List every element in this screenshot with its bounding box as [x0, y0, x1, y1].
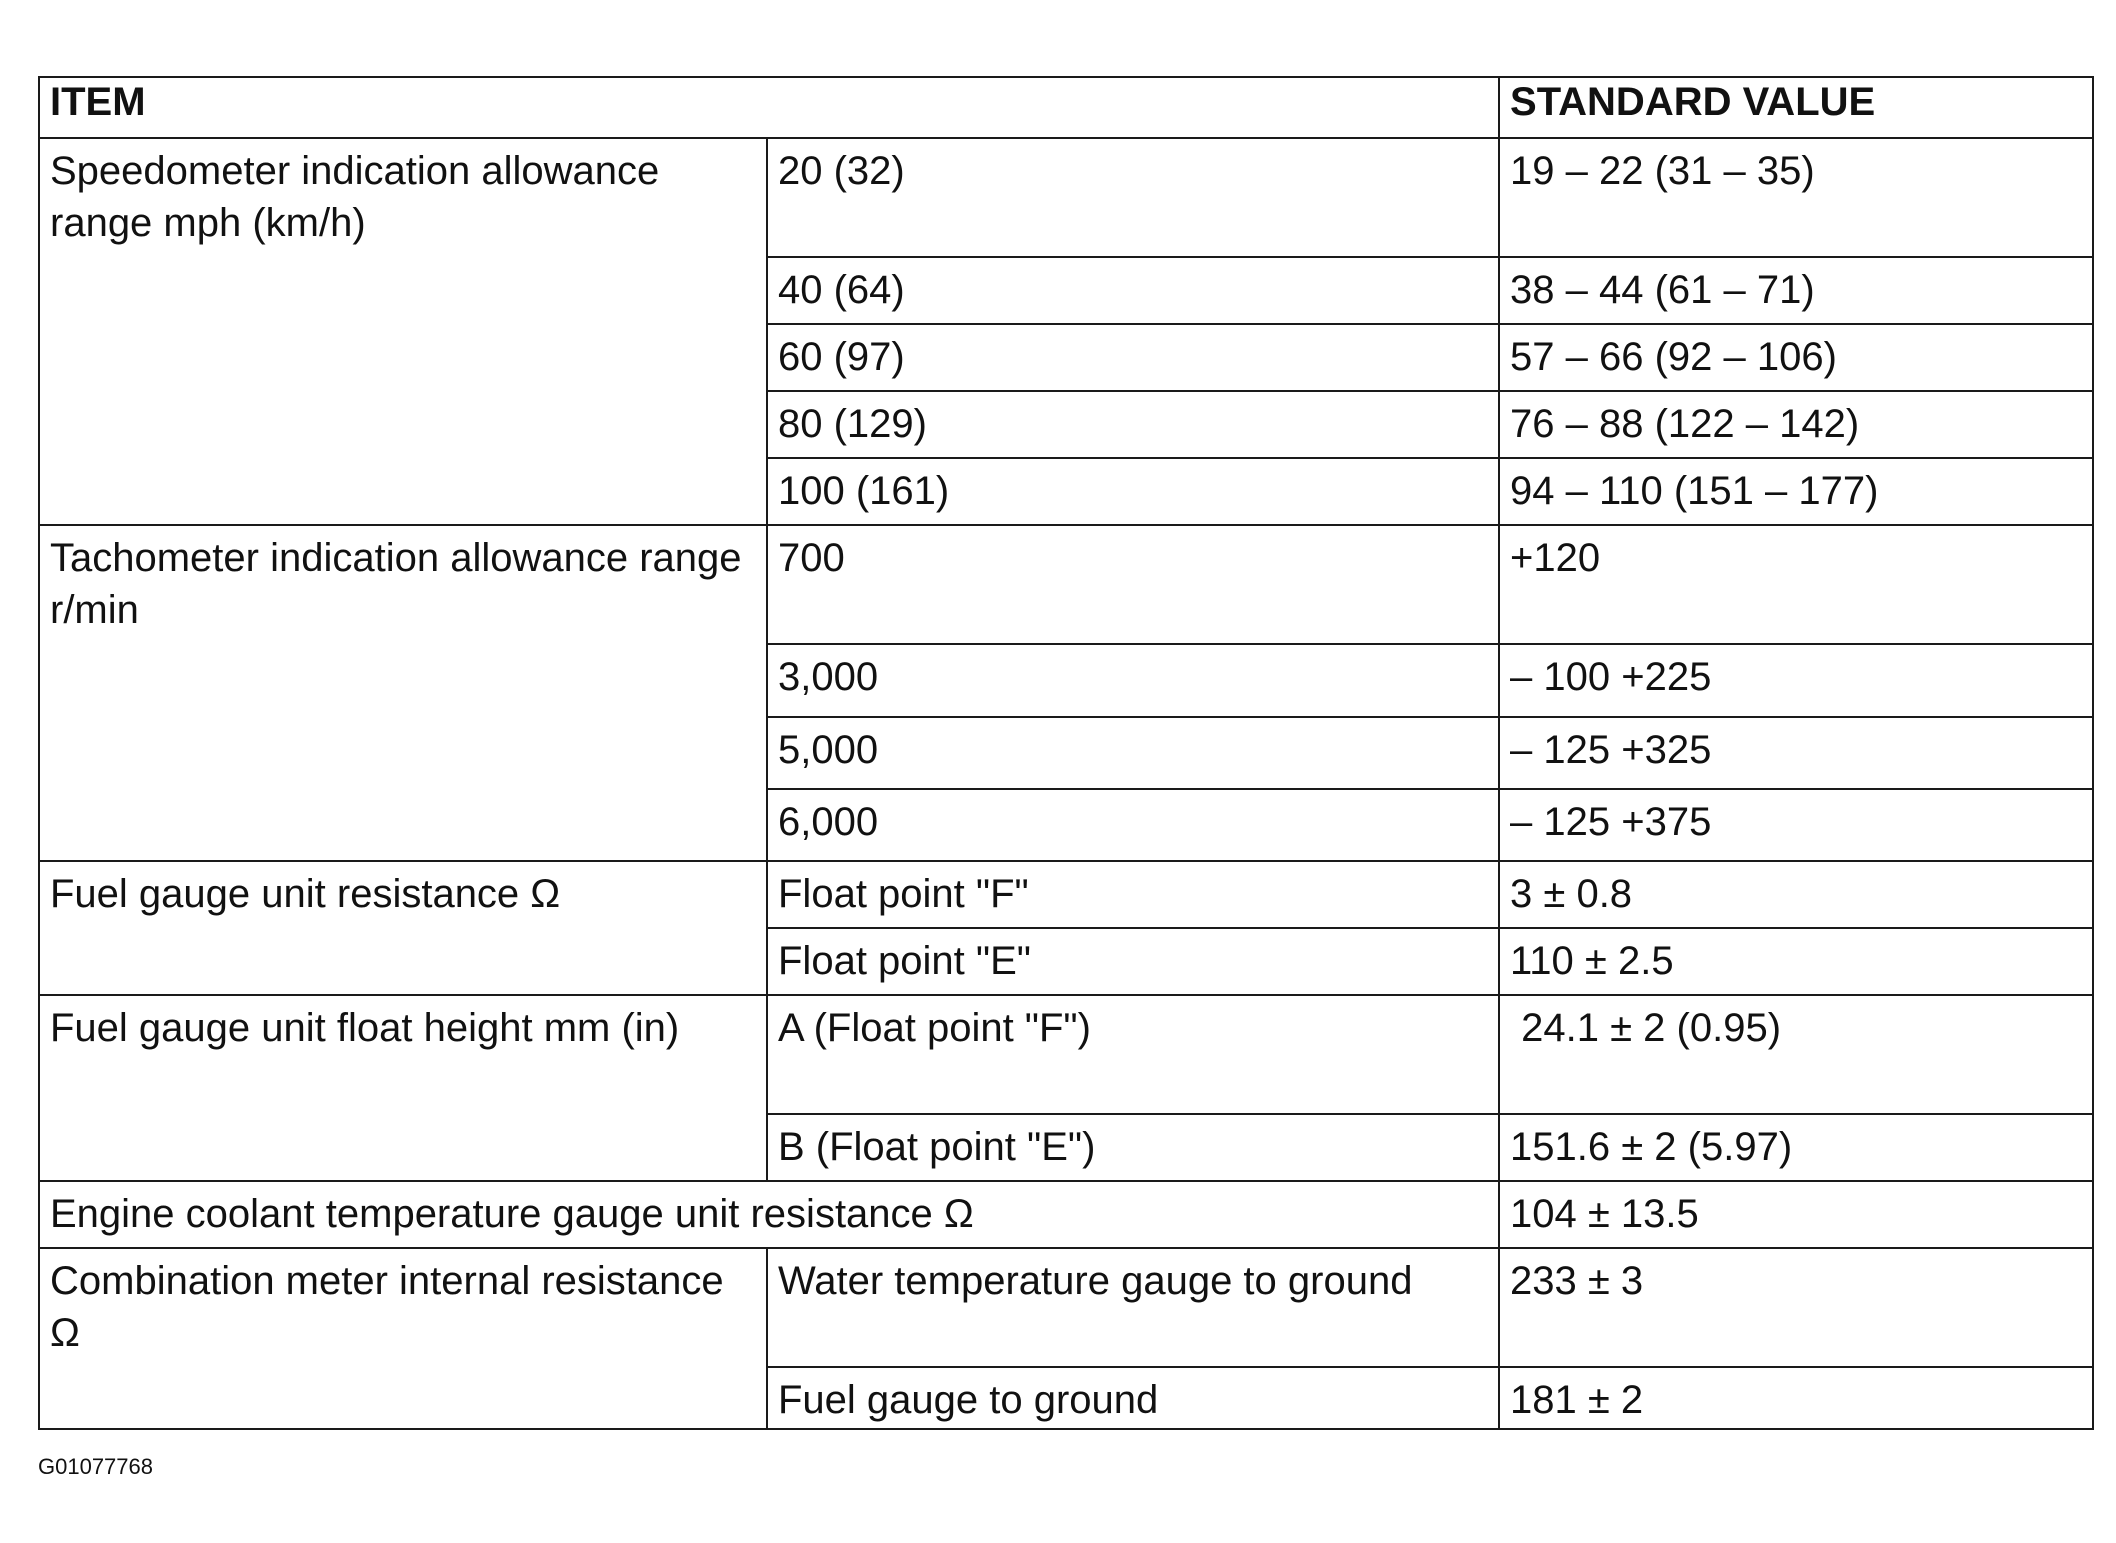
float-height-condition: A (Float point "F")	[767, 995, 1499, 1114]
speedometer-condition: 100 (161)	[767, 458, 1499, 525]
speedometer-value: 94 – 110 (151 – 177)	[1499, 458, 2093, 525]
tachometer-value: – 125 +325	[1499, 717, 2093, 789]
combination-meter-value: 181 ± 2	[1499, 1367, 2093, 1429]
combination-meter-value: 233 ± 3	[1499, 1248, 2093, 1367]
coolant-label: Engine coolant temperature gauge unit resistance Ω	[39, 1181, 1499, 1248]
speedometer-condition: 60 (97)	[767, 324, 1499, 391]
tachometer-condition: 3,000	[767, 644, 1499, 717]
speedometer-condition: 20 (32)	[767, 138, 1499, 257]
float-height-label: Fuel gauge unit float height mm (in)	[39, 995, 767, 1181]
float-height-value: 24.1 ± 2 (0.95)	[1499, 995, 2093, 1114]
figure-id: G01077768	[38, 1454, 153, 1479]
header-standard-value: STANDARD VALUE	[1499, 77, 2093, 138]
speedometer-condition: 40 (64)	[767, 257, 1499, 324]
speedometer-condition: 80 (129)	[767, 391, 1499, 458]
combination-meter-condition: Water temperature gauge to ground	[767, 1248, 1499, 1367]
table-row	[39, 1181, 2093, 1248]
float-height-value: 151.6 ± 2 (5.97)	[1499, 1114, 2093, 1181]
speedometer-label: Speedometer indication allowance range mph (km/h)	[39, 138, 767, 525]
header-item: ITEM	[39, 77, 1499, 138]
fuel-resistance-label: Fuel gauge unit resistance Ω	[39, 861, 767, 995]
table-row	[39, 995, 2093, 1114]
speedometer-value: 38 – 44 (61 – 71)	[1499, 257, 2093, 324]
table-row	[39, 525, 2093, 644]
speedometer-value: 76 – 88 (122 – 142)	[1499, 391, 2093, 458]
specification-table	[38, 76, 2094, 1430]
fuel-resistance-value: 3 ± 0.8	[1499, 861, 2093, 928]
fuel-resistance-condition: Float point "F"	[767, 861, 1499, 928]
header-row	[39, 77, 2093, 138]
tachometer-value: – 125 +375	[1499, 789, 2093, 861]
tachometer-label: Tachometer indication allowance range r/min	[39, 525, 767, 861]
combination-meter-condition: Fuel gauge to ground	[767, 1367, 1499, 1429]
tachometer-value: +120	[1499, 525, 2093, 644]
tachometer-value: – 100 +225	[1499, 644, 2093, 717]
speedometer-value: 57 – 66 (92 – 106)	[1499, 324, 2093, 391]
tachometer-condition: 5,000	[767, 717, 1499, 789]
table-row	[39, 861, 2093, 928]
fuel-resistance-value: 110 ± 2.5	[1499, 928, 2093, 995]
coolant-value: 104 ± 13.5	[1499, 1181, 2093, 1248]
fuel-resistance-condition: Float point "E"	[767, 928, 1499, 995]
combination-meter-label: Combination meter internal resistance Ω	[39, 1248, 767, 1429]
table-row	[39, 1248, 2093, 1367]
table-row	[39, 138, 2093, 257]
tachometer-condition: 6,000	[767, 789, 1499, 861]
tachometer-condition: 700	[767, 525, 1499, 644]
speedometer-value: 19 – 22 (31 – 35)	[1499, 138, 2093, 257]
float-height-condition: B (Float point "E")	[767, 1114, 1499, 1181]
